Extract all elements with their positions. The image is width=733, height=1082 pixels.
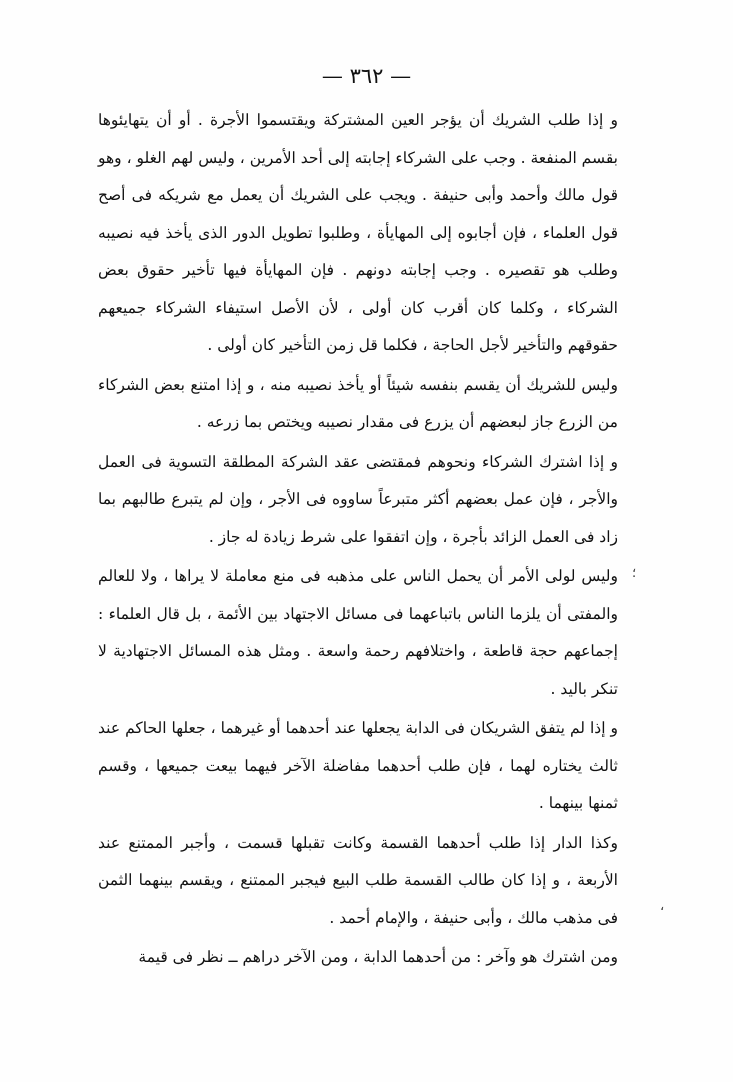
paragraph-2: وليس للشريك أن يقسم بنفسه شيئاً أو يأخذ نصيبه منه ، و إذا امتنع بعض الشركاء من الزرع جاز لبعضهم أن يزرع فى مقدار نصيبه ويختص بما زرعه .	[98, 375, 618, 431]
paragraph-7: ومن اشترك هو وآخر : من أحدهما الدابة ، ومن الآخر دراهم ــ نظر فى قيمة	[138, 948, 618, 966]
paragraph-6: وكذا الدار إذا طلب أحدهما القسمة وكانت تقبلها قسمت ، وأجبر الممتنع عند الأربعة ، و إذا كان طالب القسمة طلب البيع فيجبر الممتنع ، ويقسم بينهما الثمن فى مذهب مالك ، وأبى حنيفة ، والإمام أحمد .	[98, 833, 618, 927]
paragraph-5: و إذا لم يتفق الشريكان فى الدابة يجعلها عند أحدهما أو غيرهما ، جعلها الحاكم عند ثالث يختاره لهما ، فإن طلب أحدهما مفاضلة الآخر فيهما بيعت جميعها ، وقسم ثمنها بينهما .	[98, 719, 618, 812]
page-number: — ٣٦٢ —	[321, 64, 412, 88]
paragraph-1: و إذا طلب الشريك أن يؤجر العين المشتركة ويقتسموا الأجرة . أو أن يتهايئوها بقسم المنفعة . وجب على الشركاء إجابته إلى أحد الأمرين ، وليس لهم الغلو ، وهو قول مالك وأحمد وأبى حنيفة . ويجب على الشريك أن يعمل مع شريكه فى أصح قول العلماء ، فإن أجابوه إلى المهايأة ، وطلبوا تطويل الدور الذى يأخذ فيه نصيبه وطلب هو تقصيره . وجب إجابته دونهم . فإن المهايأة فيها تأخير حقوق بعض الشركاء ، وكلما كان أقرب كان أولى ، لأن الأصل استيفاء الشركاء جميعهم حقوقهم والتأخير لأجل الحاجة ، فكلما قل زمن التأخير كان أولى .	[98, 111, 618, 354]
margin-mark: ،	[660, 899, 665, 914]
page-body	[98, 102, 618, 977]
paragraph-4: وليس لولى الأمر أن يحمل الناس على مذهبه فى منع معاملة لا يراها ، ولا للعالم والمفتى أن يلزما الناس باتباعهما فى مسائل الاجتهاد بين الأئمة ، بل قال العلماء : إجماعهم حجة قاطعة ، واختلافهم رحمة واسعة . ومثل هذه المسائل الاجتهادية لا تنكر باليد .	[98, 567, 618, 698]
margin-mark: ؛	[632, 566, 637, 581]
paragraph-3: و إذا اشترك الشركاء ونحوهم فمقتضى عقد الشركة المطلقة التسوية فى العمل والأجر ، فإن عمل بعضهم أكثر متبرعاً ساووه فى الأجر ، وإن لم يتبرع طالبهم بما زاد فى العمل الزائد بأجرة ، وإن اتفقوا على شرط زيادة له جاز .	[98, 452, 618, 546]
